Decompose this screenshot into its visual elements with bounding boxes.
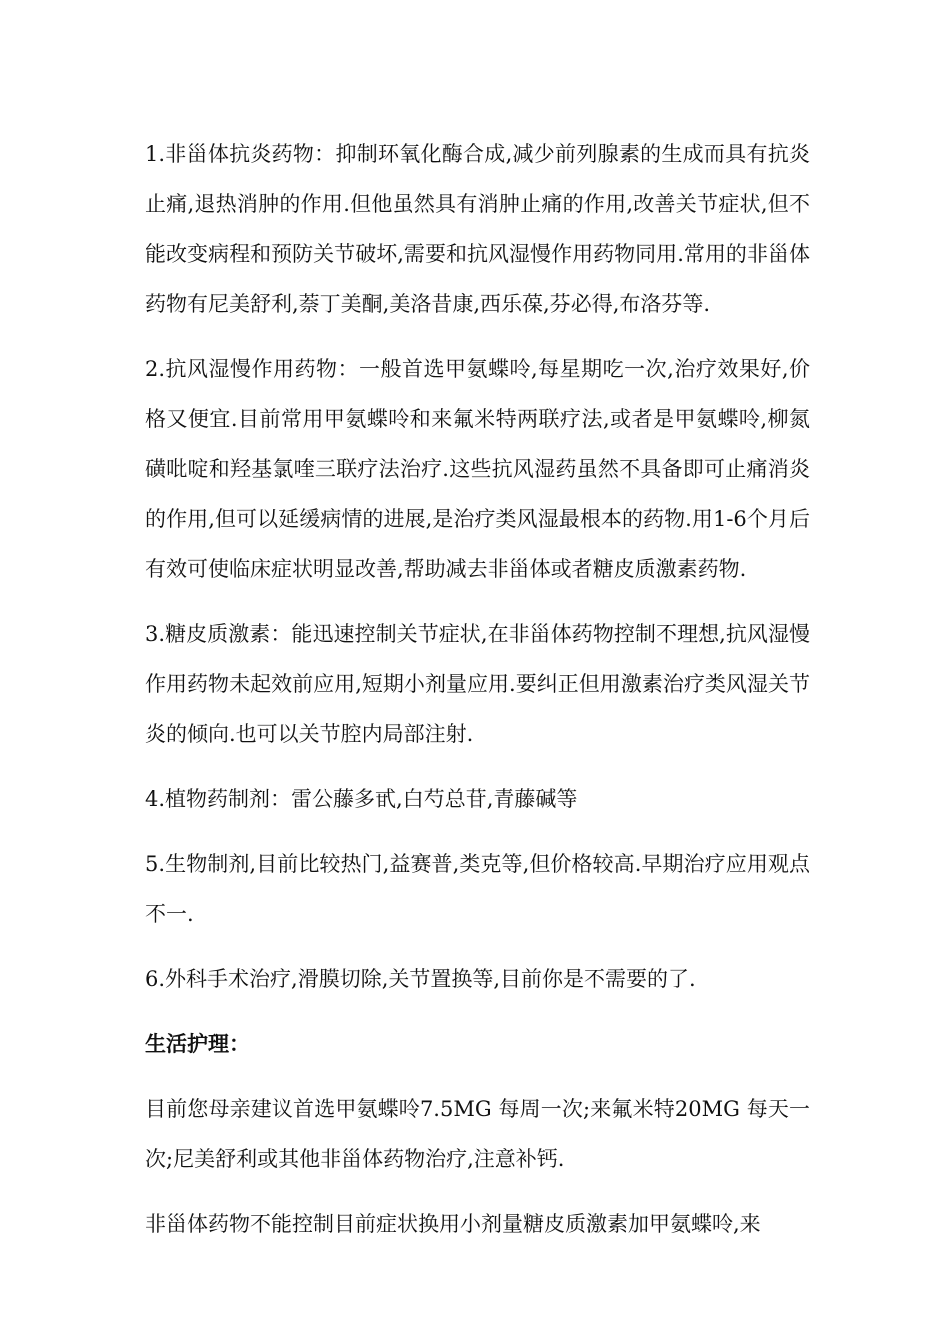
paragraph-dmards: 2.抗风湿慢作用药物：一般首选甲氨蝶呤,每星期吃一次,治疗效果好,价格又便宜.目前常用甲氨蝶呤和来氟米特两联疗法,或者是甲氨蝶呤,柳氮磺吡啶和羟基氯喹三联疗法治疗.这些抗风湿药虽然不具备即可止痛消炎的作用,但可以延缓病情的进展,是治疗类风湿最根本的药物.用1-6个月后有效可使临床症状明显改善,帮助减去非甾体或者糖皮质激素药物. — [145, 357, 810, 581]
paragraph-glucocorticoids: 3.糖皮质激素：能迅速控制关节症状,在非甾体药物控制不理想,抗风湿慢作用药物未起效前应用,短期小剂量应用.要纠正但用激素治疗类风湿关节炎的倾向.也可以关节腔内局部注射. — [145, 622, 810, 746]
paragraph-alternative: 非甾体药物不能控制目前症状换用小剂量糖皮质激素加甲氨蝶呤,来 — [145, 1212, 761, 1236]
section-heading-life-care: 生活护理： — [145, 1032, 250, 1056]
paragraph-botanicals: 4.植物药制剂：雷公藤多甙,白芍总苷,青藤碱等 — [145, 787, 578, 811]
paragraph-biologics: 5.生物制剂,目前比较热门,益赛普,类克等,但价格较高.早期治疗应用观点不一. — [145, 852, 810, 926]
paragraph-surgery: 6.外科手术治疗,滑膜切除,关节置换等,目前你是不需要的了. — [145, 967, 696, 991]
document-page — [145, 129, 810, 1264]
paragraph-nsaids: 1.非甾体抗炎药物：抑制环氧化酶合成,减少前列腺素的生成而具有抗炎止痛,退热消肿的作用.但他虽然具有消肿止痛的作用,改善关节症状,但不能改变病程和预防关节破坏,需要和抗风湿慢作用药物同用.常用的非甾体药物有尼美舒利,萘丁美酮,美洛昔康,西乐葆,芬必得,布洛芬等. — [145, 142, 810, 316]
paragraph-recommendation: 目前您母亲建议首选甲氨蝶呤7.5MG 每周一次;来氟米特20MG 每天一次;尼美舒利或其他非甾体药物治疗,注意补钙. — [145, 1097, 810, 1171]
